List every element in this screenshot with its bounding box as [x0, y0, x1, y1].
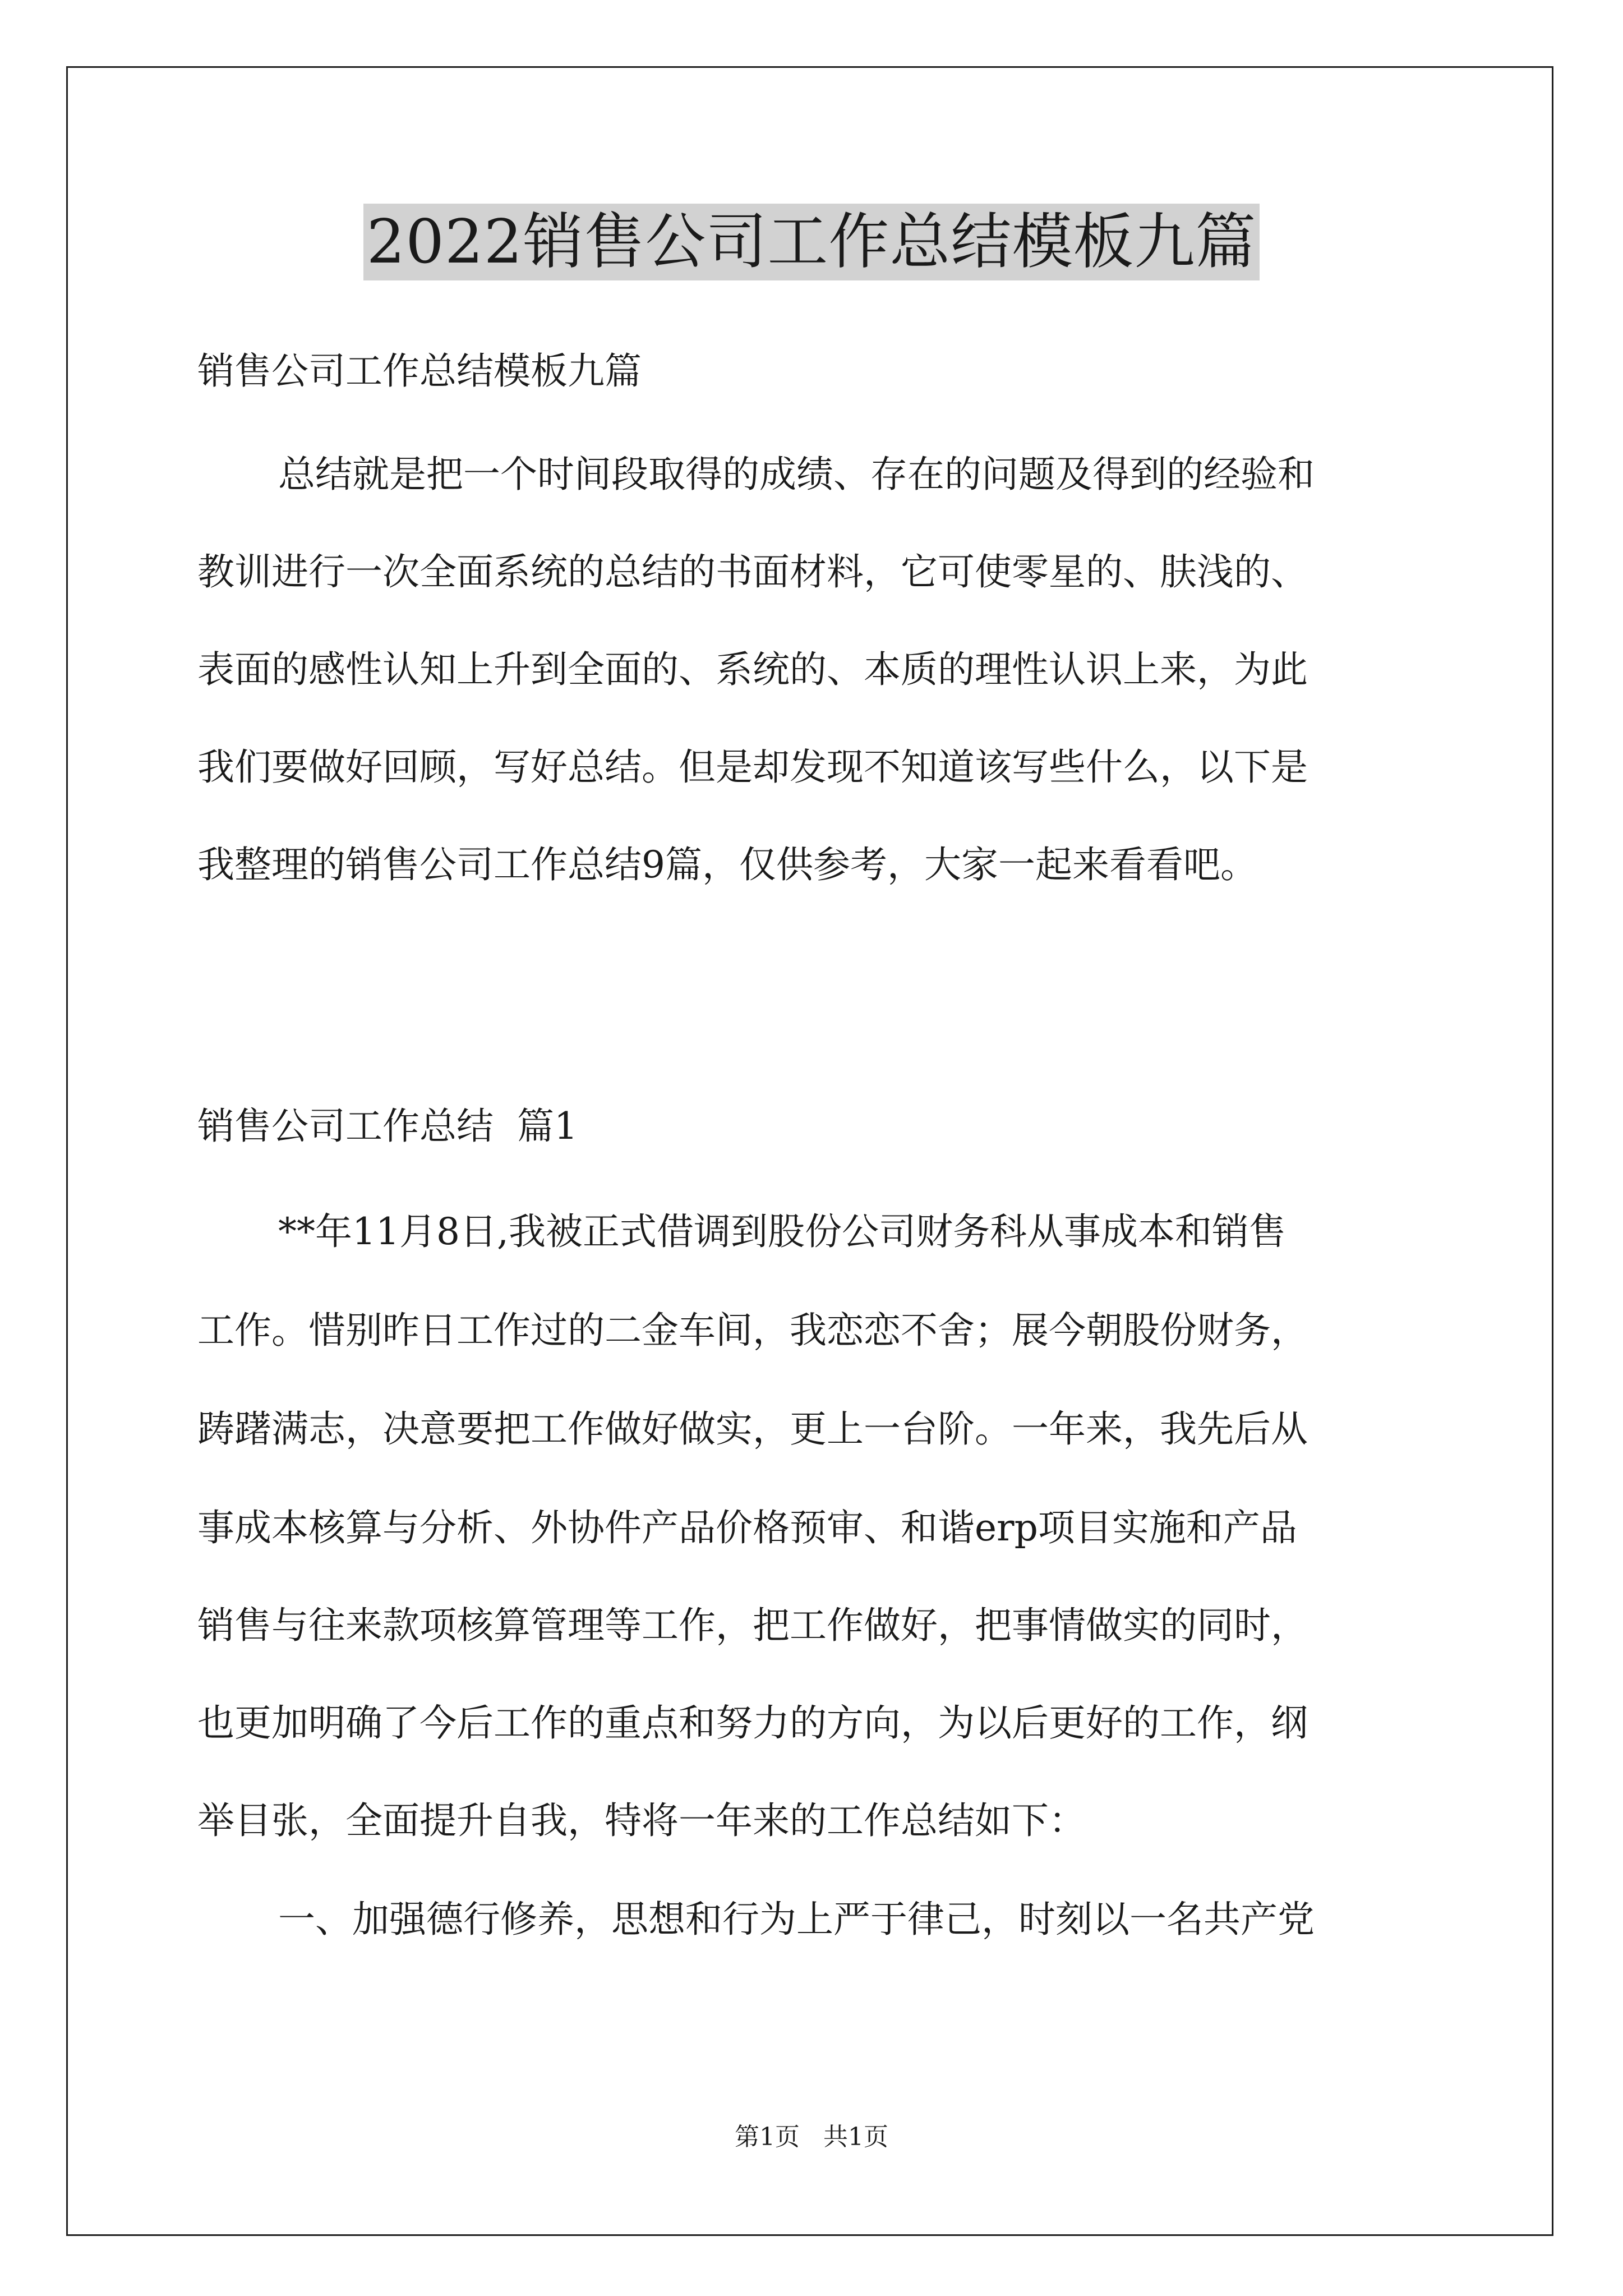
body-line-5: 销售与往来款项核算管理等工作，把工作做好，把事情做实的同时， — [197, 1604, 1308, 1647]
body-line-2: 工作。惜别昨日工作过的二金车间，我恋恋不舍；展今朝股份财务， — [197, 1309, 1308, 1352]
intro-line-1: 总结就是把一个时间段取得的成绩、存在的问题及得到的经验和 — [278, 453, 1315, 496]
body-line-7: 举目张，全面提升自我，特将一年来的工作总结如下： — [197, 1799, 1086, 1842]
body-line-4: 事成本核算与分析、外协件产品价格预审、和谐erp项目实施和产品 — [197, 1506, 1297, 1549]
body-line-3: 踌躇满志，决意要把工作做好做实，更上一台阶。一年来，我先后从 — [197, 1407, 1308, 1451]
intro-line-2: 教训进行一次全面系统的总结的书面材料，它可使零星的、肤浅的、 — [197, 550, 1308, 593]
page-footer: 第1页 共1页 — [735, 2123, 888, 2151]
body-line-1: **年11月8日,我被正式借调到股份公司财务科从事成本和销售 — [278, 1210, 1286, 1253]
document-title — [0, 203, 1623, 282]
intro-line-4: 我们要做好回顾，写好总结。但是却发现不知道该写些什么，以下是 — [197, 746, 1308, 789]
body-line-6: 也更加明确了今后工作的重点和努力的方向，为以后更好的工作，纲 — [197, 1701, 1308, 1745]
body-line-8: 一、加强德行修养，思想和行为上严于律己，时刻以一名共产党 — [278, 1898, 1315, 1941]
intro-line-5: 我整理的销售公司工作总结9篇，仅供参考，大家一起来看看吧。 — [197, 843, 1257, 886]
document-subtitle: 销售公司工作总结模板九篇 — [197, 349, 642, 393]
intro-line-3: 表面的感性认知上升到全面的、系统的、本质的理性认识上来，为此 — [197, 648, 1308, 691]
document-title-text: 2022销售公司工作总结模板九篇 — [363, 204, 1260, 280]
section-heading: 销售公司工作总结 篇1 — [197, 1105, 578, 1148]
